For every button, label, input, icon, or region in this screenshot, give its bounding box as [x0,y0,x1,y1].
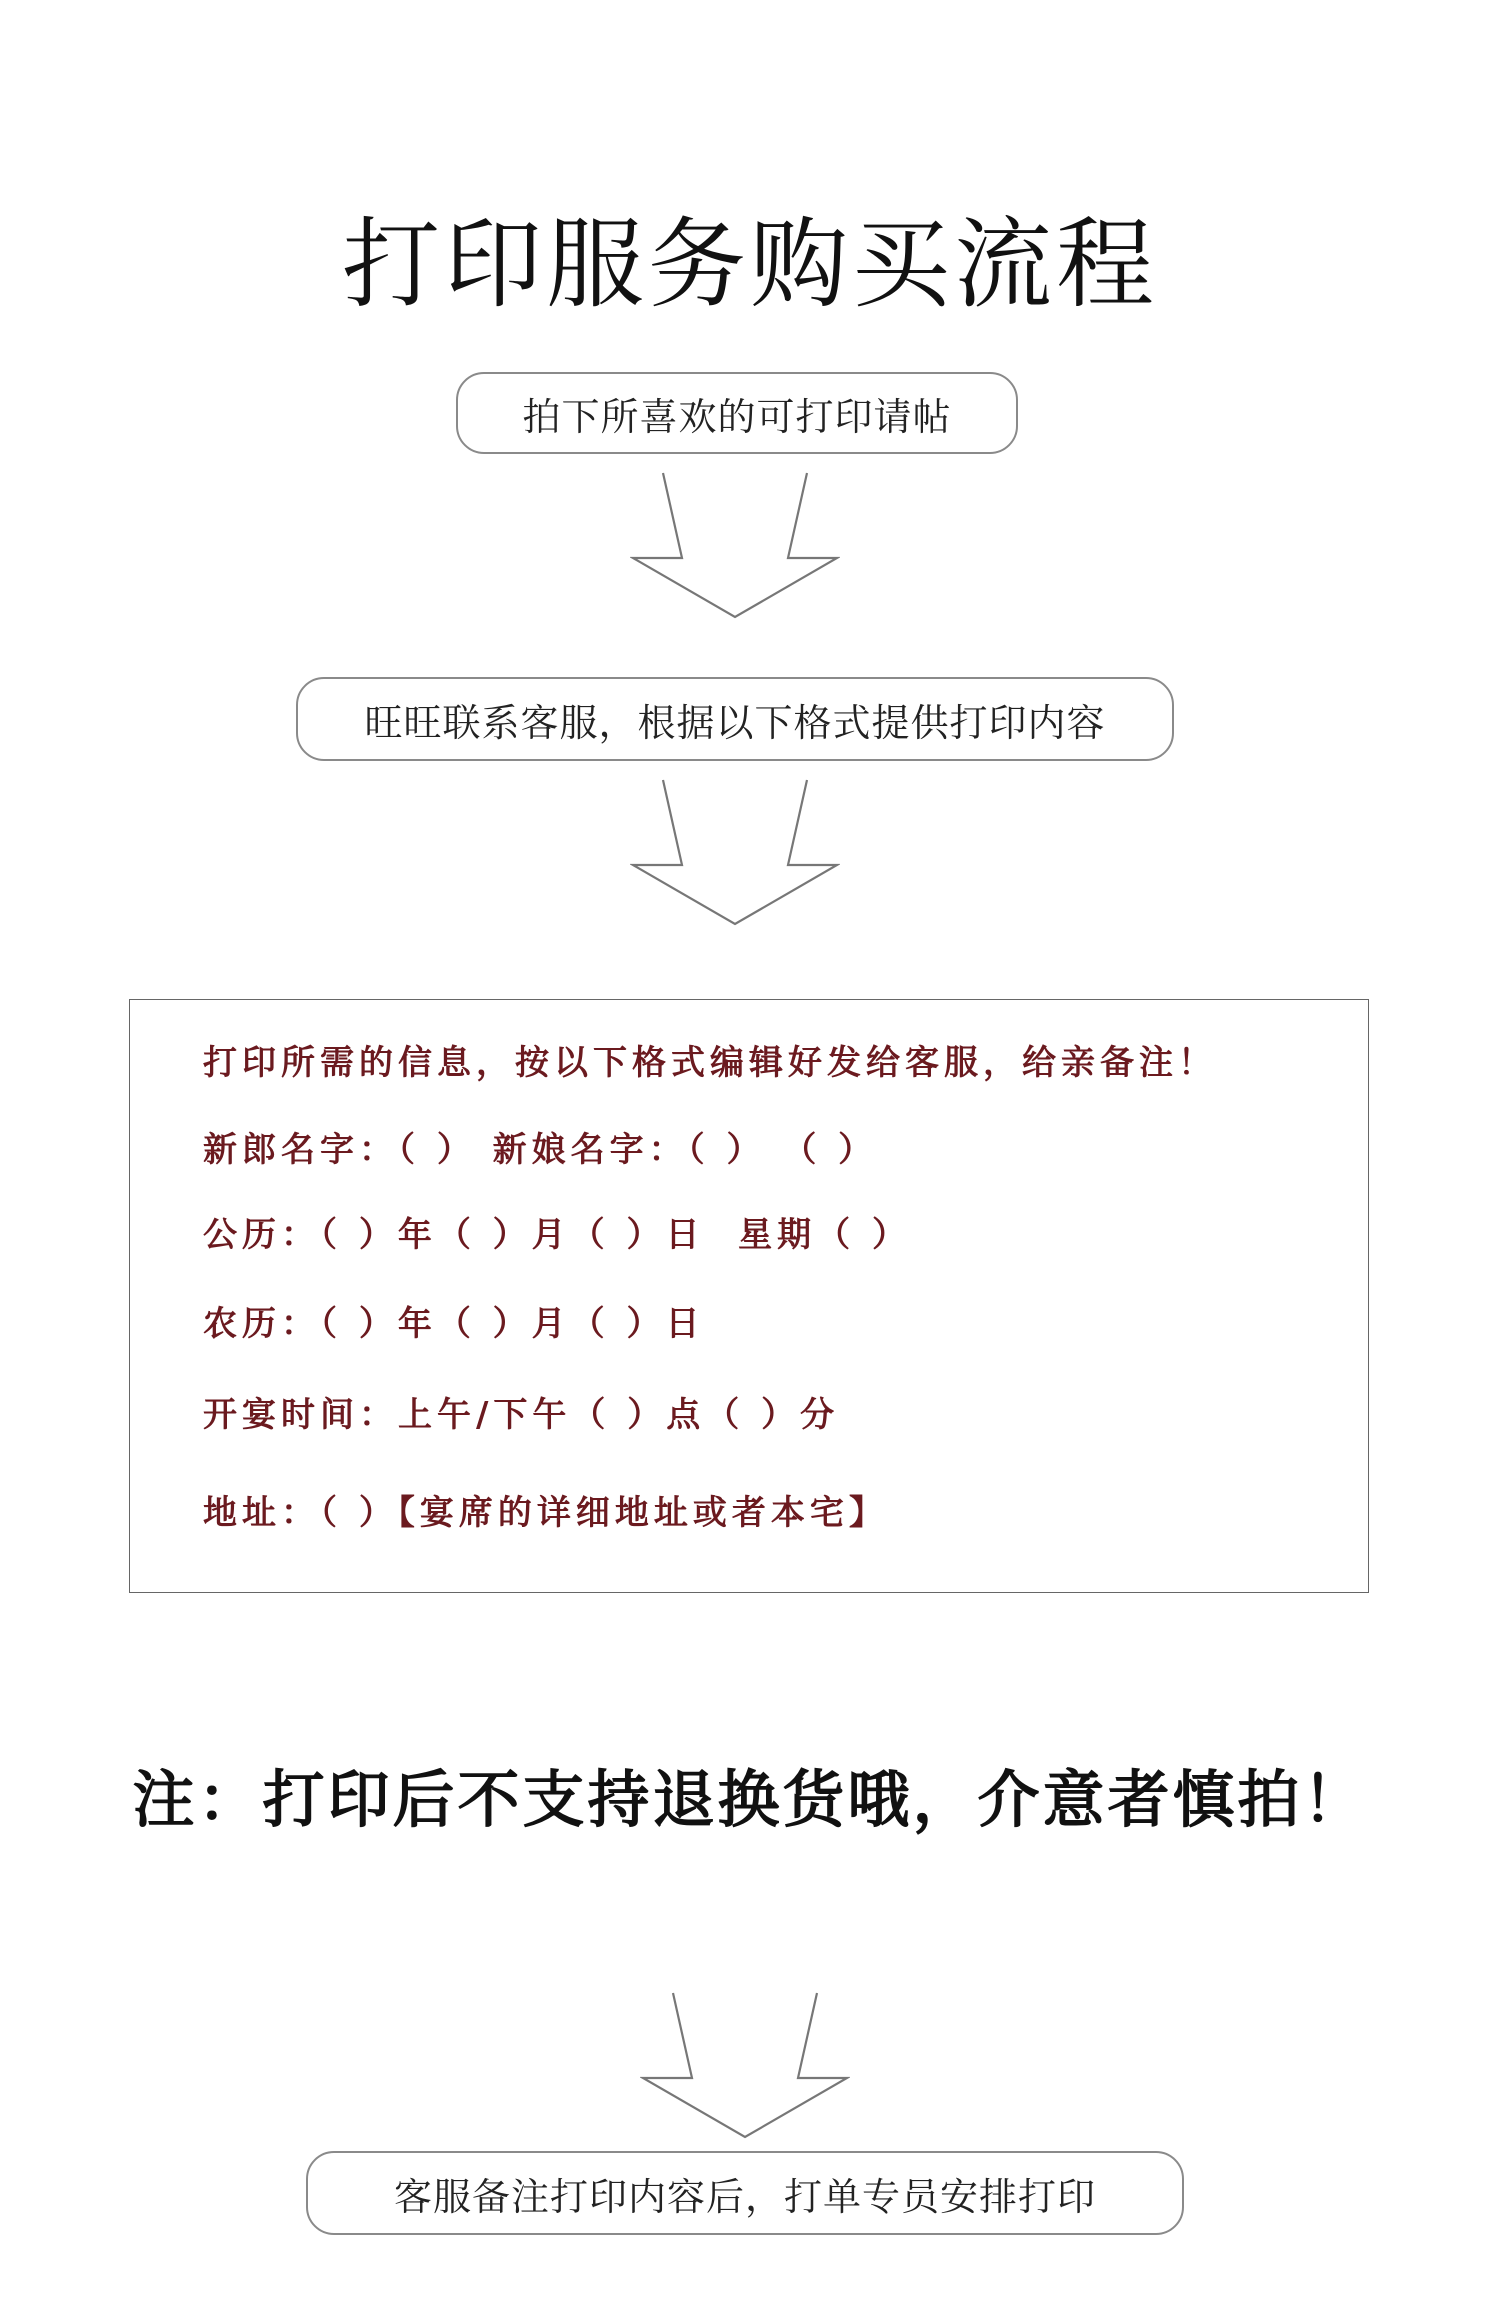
step-contact-service [296,677,1174,761]
page-title: 打印服务购买流程 [341,208,1158,322]
names-line: 新郎名字：（ ） 新娘名字：（ ） （ ） [203,1130,878,1170]
address-line: 地址：（ ）【宴席的详细地址或者本宅】 [203,1493,888,1533]
down-arrow-icon [640,1990,850,2140]
down-arrow-icon [630,470,840,620]
banquet-time-line: 开宴时间：上午/下午（ ）点（ ）分 [203,1395,840,1435]
step-label: 旺旺联系客服，根据以下格式提供打印内容 [364,700,1106,745]
step-label: 拍下所喜欢的可打印请帖 [522,394,952,439]
lunar-date-line: 农历：（ ）年（ ）月（ ）日 [203,1304,705,1344]
info-heading: 打印所需的信息，按以下格式编辑好发给客服，给亲备注！ [203,1043,1217,1083]
print-info-form [129,999,1369,1593]
step-label: 客服备注打印内容后，打单专员安排打印 [393,2174,1096,2219]
no-return-notice: 注：打印后不支持退换货哦，介意者慎拍！ [132,1763,1368,1836]
step-arrange-print [306,2151,1184,2235]
down-arrow-icon [630,777,840,927]
solar-date-line: 公历：（ ）年（ ）月（ ）日 星期（ ） [203,1215,912,1255]
step-buy-invitation [456,372,1018,454]
